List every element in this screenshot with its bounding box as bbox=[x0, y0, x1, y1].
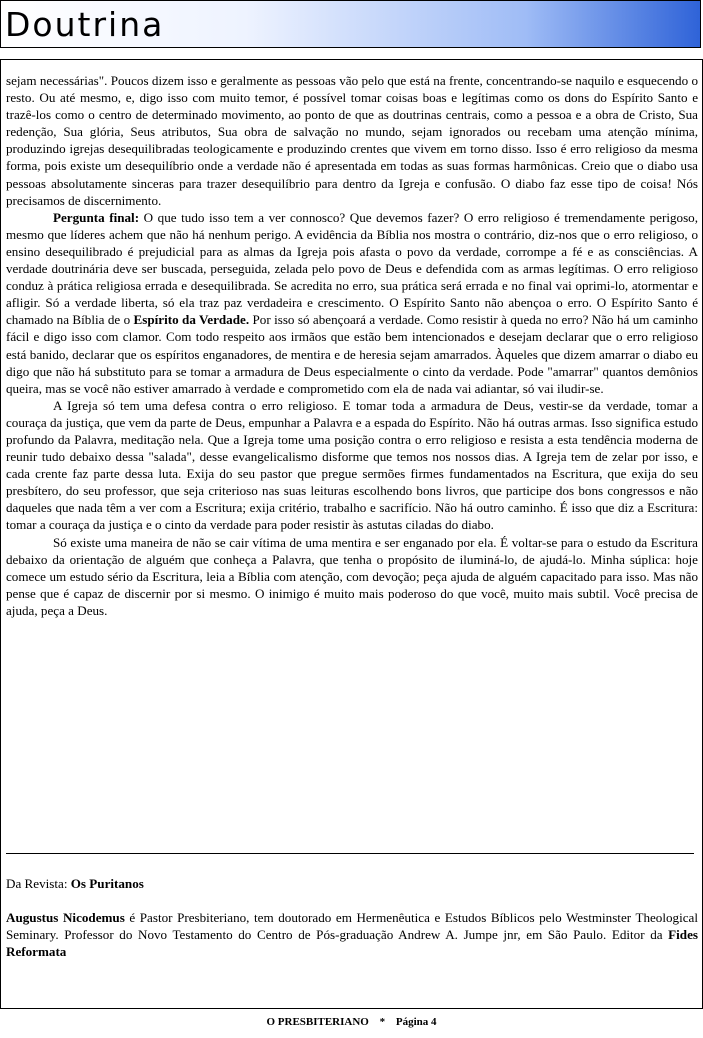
article-body bbox=[6, 72, 698, 619]
source-name: Os Puritanos bbox=[70, 876, 144, 891]
author-name: Augustus Nicodemus bbox=[6, 910, 125, 926]
paragraph-text: Por isso só abençoará a verdade. Como resistir à queda no erro? Não há um caminho fácil e digo isso com clamor. Com todo respeito aos irmãos que estão bem intencionados e desejam declarar que o erro religioso está banido, declarar que os espíritos enganadores, de mentira e de heresia sejam amarrados. Àqueles que dizem amarrar o diabo eu digo que não há substituto para se tomar a armadura de Deus especialmente o cinto da verdade. Pode "amarrar" quantos demônios queira, mas se você não estiver amarrado à verdade e comprometido com ela de nada vai adiantar, só vai iludir-se. bbox=[6, 312, 698, 396]
article-paragraph-4: Só existe uma maneira de não se cair vítima de uma mentira e ser enganado por ela. É voltar-se para o estudo da Escritura debaixo da orientação de alguém que conheça a Palavra, que tenha o propósito de iluminá-lo, de ajudá-lo. Minha súplica: hoje comece um estudo sério da Escritura, leia a Bíblia com atenção, com devoção; peça ajuda de alguém capacitado para isso. Mas não pense que é capaz de discernir por si mesmo. O inimigo é muito mais poderoso do que você, muito mais subtil. Você precisa de ajuda, peça a Deus. bbox=[6, 534, 698, 618]
section-header bbox=[0, 0, 701, 48]
source-prefix: Da Revista: bbox=[6, 876, 71, 891]
paragraph-text: O que tudo isso tem a ver connosco? Que devemos fazer? O erro religioso é tremendamente perigoso, mesmo que líderes achem que não há nenhum perigo. A evidência da Bíblia nos mostra o contrário, diz-nos que o erro religioso, o ensino desequilibrado é prejudicial para as almas da Igreja pois afasta o povo da verdade, corrompe a fé e as consciências. A verdade doutrinária deve ser buscada, perseguida, zelada pelo povo de Deus e defendida com as armas legítimas. O erro religioso conduz à prática religiosa errada e desequilibrada. Se acredita no erro, sua prática será errada e no final vai oprimi-lo, atormentar e afligir. Só a verdade liberta, só ela traz paz verdadeira e crescimento. O Espírito Santo não abençoa o erro. O Espírito Santo é chamado na Bíblia de o bbox=[6, 209, 698, 328]
source-line bbox=[6, 875, 698, 892]
journal-name: Fides Reformata bbox=[6, 927, 698, 960]
article-frame bbox=[0, 59, 703, 1009]
author-bio bbox=[6, 909, 698, 960]
article-paragraph-2 bbox=[6, 209, 698, 397]
page-footer bbox=[0, 1016, 703, 1028]
article-paragraph-3: A Igreja só tem uma defesa contra o erro religioso. E tomar toda a armadura de Deus, vestir-se da verdade, tomar a couraça da justiça, que vem da parte de Deus, empunhar a Palavra e a espada do Espírito. Não há outras armas. Isso significa estudo profundo da Palavra, meditação nela. Que a Igreja tome uma posição contra o erro religioso e resista a esta tendência moderna de reunir tudo debaixo dessa "salada", desse evangelicalismo disforme que temos nos nossos dias. A Igreja tem de zelar por isso, e cada crente faz parte dessa luta. Exija do seu pastor que pregue sermões firmes fundamentados na Escritura, que exija do seu presbítero, do seu professor, que seja criterioso nas suas leituras escolhendo bons livros, que participe dos bons congressos e não daqueles que nada têm a ver com a Escritura; exija critério, trabalho e sacrifício. Não há outro caminho. É isso que diz a Escritura: tomar a couraça da justiça e o cinto da verdade para poder resistir às astutas ciladas do diabo. bbox=[6, 397, 698, 533]
divider bbox=[6, 853, 694, 854]
section-title: Doutrina bbox=[5, 5, 165, 44]
publication-name: O PRESBITERIANO bbox=[266, 1016, 369, 1028]
credits bbox=[6, 875, 698, 960]
author-bio-text: é Pastor Presbiteriano, tem doutorado em Hermenêutica e Estudos Bíblicos pelo Westminster Theological Seminary. Professor do Novo Testamento do Centro de Pós-graduação Andrew A. Jumpe jnr, em São Paulo. Editor da bbox=[6, 910, 698, 943]
article-paragraph-1: sejam necessárias". Poucos dizem isso e geralmente as pessoas vão pelo que está na frente, concentrando-se naquilo e esquecendo o resto. Ou até mesmo, e, digo isso com muito temor, é possível tomar coisas boas e legítimas como os dons do Espírito Santo e trazê-los como o centro de determinado movimento, ao ponto de que as doutrinas centrais, como a pessoa e a obra de Cristo, Sua redenção, Sua glória, Seus atributos, Sua obra de salvação no mundo, sejam ignorados ou recebam uma atenção mínima, produzindo igrejas desequilibradas teologicamente e produzindo crentes que vivem em torno disso. Isso é erro religioso da mesma forma, pois existe um desequilíbrio onde a verdade não é apresentada em todas as suas formas harmônicas. Creio que o diabo usa pessoas absolutamente sinceras para trazer desequilíbrio para dentro da Igreja e confusão. O diabo faz esse tipo de coisa! Nós precisamos de discernimento. bbox=[6, 73, 698, 208]
emphasis-bold: Espírito da Verdade. bbox=[133, 312, 250, 328]
footer-separator: * bbox=[379, 1016, 386, 1028]
page-number: Página 4 bbox=[395, 1016, 437, 1028]
paragraph-lead-bold: Pergunta final: bbox=[53, 209, 140, 225]
